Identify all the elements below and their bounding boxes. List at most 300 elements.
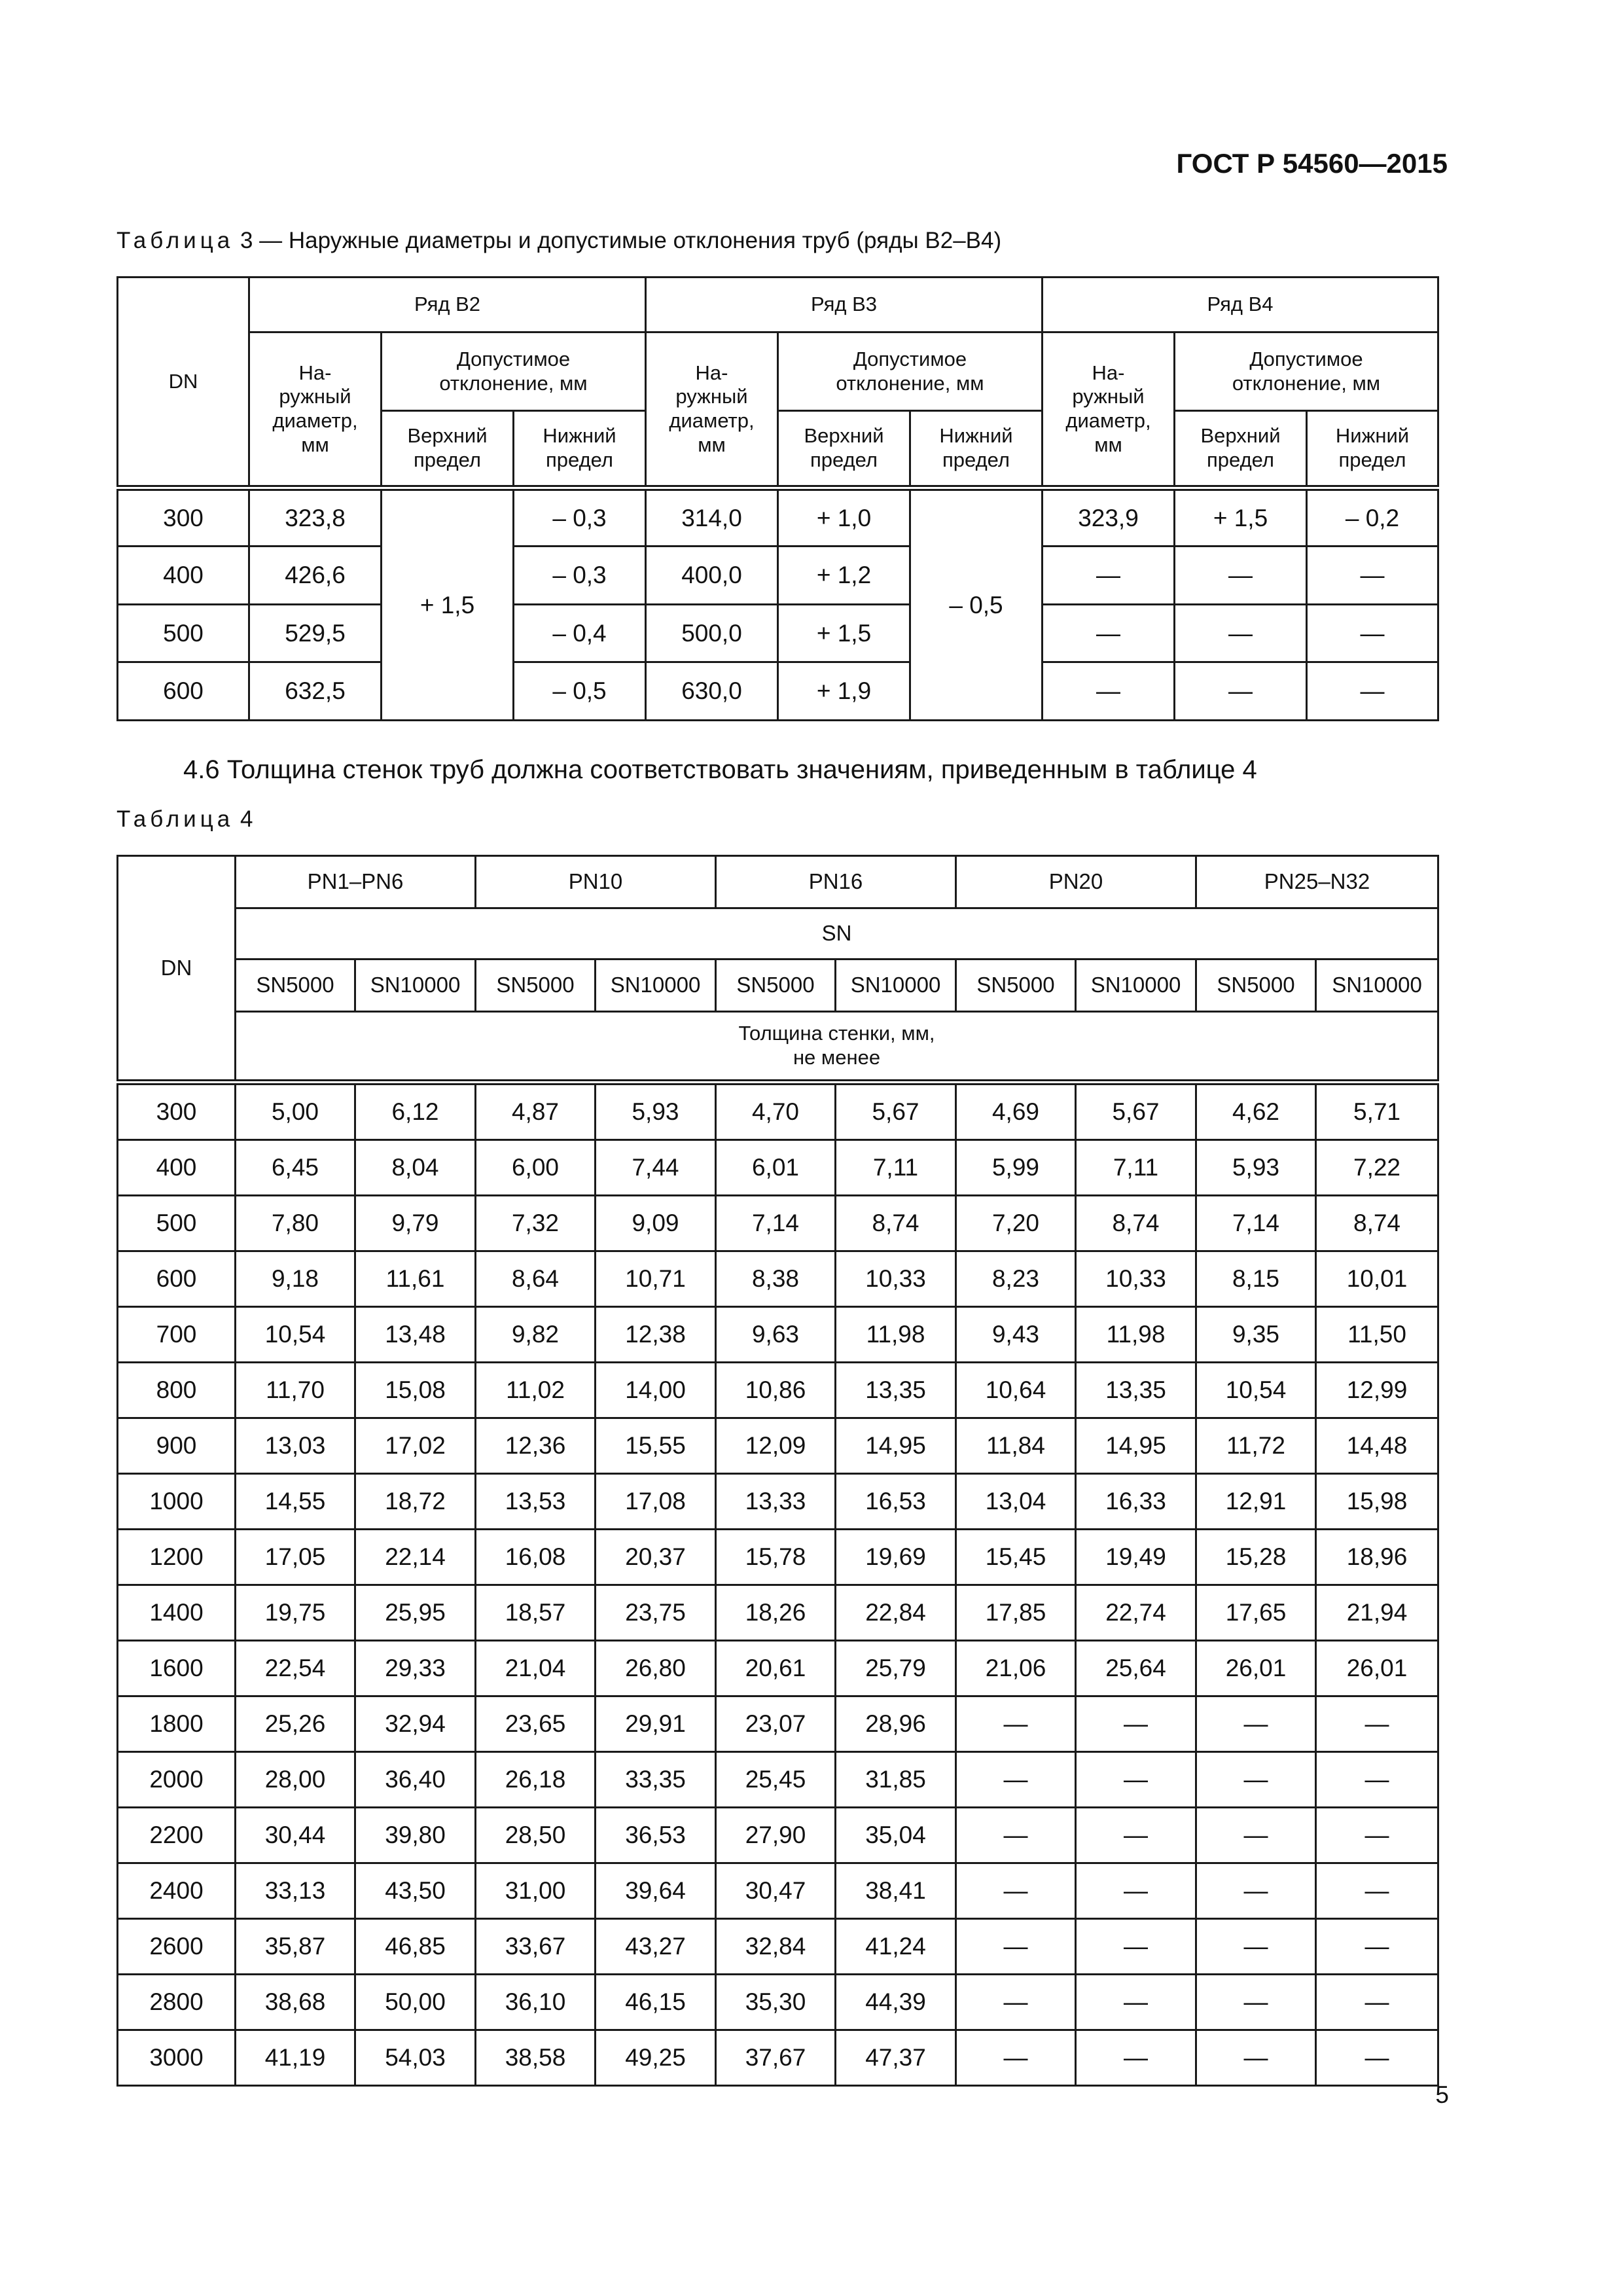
t3-cell-b2-upper: + 1,5 xyxy=(382,488,514,721)
t4-cell-pn1-6-sn5000: 14,55 xyxy=(236,1474,355,1530)
t4-cell-pn25-32-sn10000: — xyxy=(1316,1919,1438,1975)
t4-row xyxy=(118,1418,1438,1474)
t4-cell-pn1-6-sn10000: 18,72 xyxy=(355,1474,476,1530)
t4-cell-pn1-6-sn5000: 22,54 xyxy=(236,1641,355,1696)
t4-cell-pn20-sn5000: 21,06 xyxy=(956,1641,1076,1696)
t3-cell-b2-lower: – 0,3 xyxy=(514,488,646,547)
t4-row xyxy=(118,1975,1438,2030)
t4-cell-pn10-sn5000: 6,00 xyxy=(476,1140,596,1196)
t4-cell-pn25-32-sn10000: 7,22 xyxy=(1316,1140,1438,1196)
t4-cell-pn10-sn10000: 17,08 xyxy=(596,1474,716,1530)
t4-cell-pn1-6-sn10000: 25,95 xyxy=(355,1585,476,1641)
t4-sn10000-header: SN10000 xyxy=(1316,960,1438,1012)
t3-cell-b4-upper: — xyxy=(1175,662,1307,721)
t4-cell-pn10-sn10000: 10,71 xyxy=(596,1251,716,1307)
t3-b3-lower-header: Нижний предел xyxy=(910,411,1043,488)
t4-row xyxy=(118,1585,1438,1641)
t4-row xyxy=(118,1307,1438,1363)
t3-cell-dn: 500 xyxy=(118,604,249,662)
t3-cell-dn: 300 xyxy=(118,488,249,547)
t4-cell-pn20-sn5000: 8,23 xyxy=(956,1251,1076,1307)
t3-cell-b2-lower: – 0,3 xyxy=(514,546,646,604)
t4-cell-pn16-sn5000: 10,86 xyxy=(716,1363,836,1418)
t4-cell-pn1-6-sn5000: 38,68 xyxy=(236,1975,355,2030)
t4-cell-pn1-6-sn10000: 8,04 xyxy=(355,1140,476,1196)
t4-cell-dn: 1600 xyxy=(118,1641,236,1696)
t3-cell-b3-diameter: 500,0 xyxy=(646,604,778,662)
t4-cell-pn20-sn5000: — xyxy=(956,2030,1076,2086)
t4-cell-dn: 2400 xyxy=(118,1863,236,1919)
t4-cell-pn20-sn10000: — xyxy=(1076,1975,1196,2030)
t4-cell-pn10-sn10000: 39,64 xyxy=(596,1863,716,1919)
t4-cell-pn25-32-sn10000: 8,74 xyxy=(1316,1196,1438,1251)
t4-cell-dn: 600 xyxy=(118,1251,236,1307)
t4-row xyxy=(118,1140,1438,1196)
t3-b2-diameter-header: На- ружный диаметр, мм xyxy=(249,332,382,488)
t4-cell-dn: 400 xyxy=(118,1140,236,1196)
t3-cell-dn: 600 xyxy=(118,662,249,721)
t4-cell-pn16-sn5000: 20,61 xyxy=(716,1641,836,1696)
t3-cell-b3-diameter: 630,0 xyxy=(646,662,778,721)
t3-cell-b4-lower: — xyxy=(1307,662,1438,721)
t4-cell-pn16-sn5000: 35,30 xyxy=(716,1975,836,2030)
t4-cell-pn20-sn10000: 7,11 xyxy=(1076,1140,1196,1196)
t3-group-b3: Ряд В3 xyxy=(646,278,1043,332)
t4-cell-pn20-sn5000: — xyxy=(956,1752,1076,1808)
t4-sn10000-header: SN10000 xyxy=(1076,960,1196,1012)
t4-cell-pn10-sn5000: 4,87 xyxy=(476,1083,596,1140)
t4-cell-pn20-sn5000: 4,69 xyxy=(956,1083,1076,1140)
t3-cell-b3-diameter: 314,0 xyxy=(646,488,778,547)
t4-row xyxy=(118,1363,1438,1418)
t4-body xyxy=(118,1083,1438,2086)
t4-cell-pn1-6-sn5000: 17,05 xyxy=(236,1530,355,1585)
t4-cell-pn16-sn10000: 10,33 xyxy=(836,1251,956,1307)
t4-cell-pn20-sn10000: — xyxy=(1076,1863,1196,1919)
t4-cell-pn20-sn5000: 11,84 xyxy=(956,1418,1076,1474)
t3-cell-b2-diameter: 529,5 xyxy=(249,604,382,662)
t4-cell-pn20-sn5000: — xyxy=(956,1975,1076,2030)
t4-cell-pn25-32-sn10000: 11,50 xyxy=(1316,1307,1438,1363)
t4-cell-pn25-32-sn10000: — xyxy=(1316,1975,1438,2030)
t4-cell-pn16-sn10000: 38,41 xyxy=(836,1863,956,1919)
t3-cell-dn: 400 xyxy=(118,546,249,604)
t4-cell-pn10-sn10000: 36,53 xyxy=(596,1808,716,1863)
t4-cell-dn: 1200 xyxy=(118,1530,236,1585)
t3-cell-b2-diameter: 632,5 xyxy=(249,662,382,721)
t4-cell-pn20-sn5000: — xyxy=(956,1808,1076,1863)
t4-cell-pn16-sn10000: 22,84 xyxy=(836,1585,956,1641)
t4-cell-pn16-sn10000: 14,95 xyxy=(836,1418,956,1474)
t4-pn-header: PN10 xyxy=(476,856,716,908)
t3-cell-b2-diameter: 323,8 xyxy=(249,488,382,547)
t4-cell-pn25-32-sn10000: 14,48 xyxy=(1316,1418,1438,1474)
t3-cell-b3-upper: + 1,5 xyxy=(778,604,910,662)
t3-cell-b4-diameter: — xyxy=(1043,604,1175,662)
t4-cell-pn10-sn5000: 31,00 xyxy=(476,1863,596,1919)
t4-cell-pn20-sn10000: — xyxy=(1076,1919,1196,1975)
t4-cell-pn16-sn10000: 31,85 xyxy=(836,1752,956,1808)
t4-cell-pn16-sn10000: 41,24 xyxy=(836,1919,956,1975)
t4-cell-dn: 2000 xyxy=(118,1752,236,1808)
t4-cell-pn1-6-sn5000: 5,00 xyxy=(236,1083,355,1140)
t4-cell-pn16-sn10000: 11,98 xyxy=(836,1307,956,1363)
t4-cell-dn: 800 xyxy=(118,1363,236,1418)
t4-cell-pn1-6-sn10000: 17,02 xyxy=(355,1418,476,1474)
t4-cell-pn1-6-sn5000: 30,44 xyxy=(236,1808,355,1863)
t4-cell-pn10-sn10000: 46,15 xyxy=(596,1975,716,2030)
t4-cell-pn10-sn10000: 7,44 xyxy=(596,1140,716,1196)
t4-row xyxy=(118,1083,1438,1140)
t4-cell-pn16-sn5000: 8,38 xyxy=(716,1251,836,1307)
t4-cell-pn16-sn10000: 13,35 xyxy=(836,1363,956,1418)
t4-cell-pn1-6-sn5000: 7,80 xyxy=(236,1196,355,1251)
t4-cell-pn1-6-sn5000: 28,00 xyxy=(236,1752,355,1808)
t4-cell-pn20-sn5000: 7,20 xyxy=(956,1196,1076,1251)
t4-cell-pn25-32-sn5000: 4,62 xyxy=(1196,1083,1316,1140)
t4-cell-dn: 2200 xyxy=(118,1808,236,1863)
t3-cell-b2-lower: – 0,4 xyxy=(514,604,646,662)
t4-cell-dn: 300 xyxy=(118,1083,236,1140)
t4-cell-pn16-sn10000: 25,79 xyxy=(836,1641,956,1696)
t4-cell-pn25-32-sn5000: 8,15 xyxy=(1196,1251,1316,1307)
t3-cell-b2-lower: – 0,5 xyxy=(514,662,646,721)
table4-caption-label: Таблица xyxy=(116,806,234,832)
t4-cell-pn25-32-sn5000: 17,65 xyxy=(1196,1585,1316,1641)
t4-cell-dn: 500 xyxy=(118,1196,236,1251)
t4-cell-pn20-sn10000: 10,33 xyxy=(1076,1251,1196,1307)
t3-cell-b4-diameter: — xyxy=(1043,546,1175,604)
t4-cell-pn25-32-sn10000: 15,98 xyxy=(1316,1474,1438,1530)
t4-cell-dn: 1800 xyxy=(118,1696,236,1752)
t4-cell-pn1-6-sn5000: 6,45 xyxy=(236,1140,355,1196)
table-3 xyxy=(116,276,1439,721)
t4-cell-pn16-sn10000: 28,96 xyxy=(836,1696,956,1752)
t3-cell-b3-diameter: 400,0 xyxy=(646,546,778,604)
t3-cell-b4-lower: – 0,2 xyxy=(1307,488,1438,547)
t4-cell-pn16-sn5000: 32,84 xyxy=(716,1919,836,1975)
t4-cell-pn1-6-sn5000: 35,87 xyxy=(236,1919,355,1975)
t3-cell-b2-diameter: 426,6 xyxy=(249,546,382,604)
t4-cell-pn16-sn5000: 25,45 xyxy=(716,1752,836,1808)
t4-cell-pn10-sn10000: 20,37 xyxy=(596,1530,716,1585)
t4-sn5000-header: SN5000 xyxy=(236,960,355,1012)
t4-cell-pn10-sn10000: 43,27 xyxy=(596,1919,716,1975)
t4-cell-pn16-sn10000: 47,37 xyxy=(836,2030,956,2086)
section-paragraph: 4.6 Толщина стенок труб должна соответствовать значениям, приведенным в таблице 4 xyxy=(183,755,1257,784)
t3-dn-header: DN xyxy=(118,278,249,488)
t3-b2-tolerance-header: Допустимое отклонение, мм xyxy=(382,332,646,411)
t3-group-b2: Ряд В2 xyxy=(249,278,646,332)
t4-sn-header: SN xyxy=(236,908,1438,960)
t4-cell-pn25-32-sn10000: — xyxy=(1316,2030,1438,2086)
t4-cell-dn: 3000 xyxy=(118,2030,236,2086)
t4-row xyxy=(118,1919,1438,1975)
t4-cell-pn16-sn5000: 27,90 xyxy=(716,1808,836,1863)
t4-row xyxy=(118,2030,1438,2086)
t4-cell-pn20-sn10000: — xyxy=(1076,2030,1196,2086)
t4-cell-pn25-32-sn5000: 9,35 xyxy=(1196,1307,1316,1363)
t4-cell-pn10-sn5000: 9,82 xyxy=(476,1307,596,1363)
t4-cell-pn16-sn5000: 13,33 xyxy=(716,1474,836,1530)
t4-cell-pn20-sn10000: 5,67 xyxy=(1076,1083,1196,1140)
t4-cell-pn10-sn5000: 26,18 xyxy=(476,1752,596,1808)
t4-pn-header: PN25–N32 xyxy=(1196,856,1438,908)
t4-cell-pn10-sn5000: 38,58 xyxy=(476,2030,596,2086)
t4-cell-pn1-6-sn5000: 11,70 xyxy=(236,1363,355,1418)
t4-cell-pn16-sn10000: 5,67 xyxy=(836,1083,956,1140)
t4-cell-pn25-32-sn5000: 10,54 xyxy=(1196,1363,1316,1418)
t4-cell-pn25-32-sn5000: — xyxy=(1196,1696,1316,1752)
t4-sn5000-header: SN5000 xyxy=(956,960,1076,1012)
t4-cell-pn10-sn10000: 9,09 xyxy=(596,1196,716,1251)
t4-cell-pn25-32-sn5000: — xyxy=(1196,1808,1316,1863)
t4-cell-pn25-32-sn10000: — xyxy=(1316,1863,1438,1919)
t4-cell-pn1-6-sn10000: 50,00 xyxy=(355,1975,476,2030)
t4-cell-pn16-sn10000: 8,74 xyxy=(836,1196,956,1251)
t4-cell-pn10-sn10000: 29,91 xyxy=(596,1696,716,1752)
t4-cell-pn20-sn5000: 5,99 xyxy=(956,1140,1076,1196)
t3-cell-b3-upper: + 1,9 xyxy=(778,662,910,721)
t3-cell-b3-upper: + 1,2 xyxy=(778,546,910,604)
t3-cell-b4-diameter: 323,9 xyxy=(1043,488,1175,547)
t4-cell-pn25-32-sn5000: 7,14 xyxy=(1196,1196,1316,1251)
t4-cell-pn1-6-sn5000: 19,75 xyxy=(236,1585,355,1641)
t4-cell-pn25-32-sn5000: 15,28 xyxy=(1196,1530,1316,1585)
t4-pn-header: PN16 xyxy=(716,856,956,908)
t4-cell-pn1-6-sn10000: 15,08 xyxy=(355,1363,476,1418)
t4-row xyxy=(118,1641,1438,1696)
t4-cell-pn20-sn10000: 19,49 xyxy=(1076,1530,1196,1585)
t4-cell-pn1-6-sn10000: 39,80 xyxy=(355,1808,476,1863)
t4-cell-pn10-sn10000: 26,80 xyxy=(596,1641,716,1696)
t4-cell-pn20-sn5000: 9,43 xyxy=(956,1307,1076,1363)
t4-cell-pn10-sn5000: 28,50 xyxy=(476,1808,596,1863)
t4-sn10000-header: SN10000 xyxy=(355,960,476,1012)
t4-cell-pn25-32-sn10000: 26,01 xyxy=(1316,1641,1438,1696)
t4-thickness-header: Толщина стенки, мм, не менее xyxy=(236,1012,1438,1083)
t4-cell-pn10-sn5000: 21,04 xyxy=(476,1641,596,1696)
t3-b4-diameter-header: На- ружный диаметр, мм xyxy=(1043,332,1175,488)
t3-cell-b4-lower: — xyxy=(1307,546,1438,604)
t4-cell-pn10-sn5000: 36,10 xyxy=(476,1975,596,2030)
t4-cell-pn1-6-sn5000: 33,13 xyxy=(236,1863,355,1919)
standard-designation: ГОСТ Р 54560—2015 xyxy=(1176,148,1448,179)
t4-cell-pn1-6-sn5000: 13,03 xyxy=(236,1418,355,1474)
t4-cell-dn: 2800 xyxy=(118,1975,236,2030)
t4-cell-pn10-sn5000: 7,32 xyxy=(476,1196,596,1251)
t4-row xyxy=(118,1530,1438,1585)
t4-cell-pn10-sn5000: 18,57 xyxy=(476,1585,596,1641)
t3-cell-b3-upper: + 1,0 xyxy=(778,488,910,547)
t4-cell-pn1-6-sn5000: 9,18 xyxy=(236,1251,355,1307)
t3-group-b4: Ряд В4 xyxy=(1043,278,1438,332)
t3-row xyxy=(118,488,1438,547)
t4-cell-pn16-sn5000: 4,70 xyxy=(716,1083,836,1140)
t4-cell-pn1-6-sn10000: 29,33 xyxy=(355,1641,476,1696)
t3-cell-b4-upper: — xyxy=(1175,546,1307,604)
t4-cell-pn10-sn5000: 16,08 xyxy=(476,1530,596,1585)
t3-b3-upper-header: Верхний предел xyxy=(778,411,910,488)
t4-cell-pn16-sn5000: 18,26 xyxy=(716,1585,836,1641)
page-number: 5 xyxy=(1435,2081,1449,2108)
t4-row xyxy=(118,1196,1438,1251)
table-4 xyxy=(116,855,1439,2087)
t4-cell-dn: 1000 xyxy=(118,1474,236,1530)
t4-cell-pn16-sn10000: 44,39 xyxy=(836,1975,956,2030)
t4-cell-pn16-sn10000: 16,53 xyxy=(836,1474,956,1530)
t4-cell-pn20-sn10000: 8,74 xyxy=(1076,1196,1196,1251)
t3-b4-lower-header: Нижний предел xyxy=(1307,411,1438,488)
t4-cell-pn16-sn5000: 7,14 xyxy=(716,1196,836,1251)
t4-cell-pn20-sn10000: 25,64 xyxy=(1076,1641,1196,1696)
t4-cell-dn: 700 xyxy=(118,1307,236,1363)
t4-cell-pn25-32-sn5000: 11,72 xyxy=(1196,1418,1316,1474)
t3-cell-b4-diameter: — xyxy=(1043,662,1175,721)
table3-caption-label: Таблица xyxy=(116,228,234,253)
t4-cell-pn10-sn10000: 23,75 xyxy=(596,1585,716,1641)
t4-cell-pn20-sn10000: — xyxy=(1076,1752,1196,1808)
t4-cell-pn10-sn10000: 15,55 xyxy=(596,1418,716,1474)
t4-sn5000-header: SN5000 xyxy=(716,960,836,1012)
t4-cell-pn20-sn5000: 13,04 xyxy=(956,1474,1076,1530)
t4-row xyxy=(118,1696,1438,1752)
t4-cell-pn25-32-sn5000: 12,91 xyxy=(1196,1474,1316,1530)
t4-cell-pn20-sn10000: 14,95 xyxy=(1076,1418,1196,1474)
t3-b2-lower-header: Нижний предел xyxy=(514,411,646,488)
t4-cell-pn20-sn10000: — xyxy=(1076,1696,1196,1752)
t4-cell-pn20-sn10000: 22,74 xyxy=(1076,1585,1196,1641)
t4-cell-pn25-32-sn10000: — xyxy=(1316,1808,1438,1863)
table3-caption xyxy=(116,228,1001,254)
t4-cell-pn20-sn5000: — xyxy=(956,1919,1076,1975)
t4-sn10000-header: SN10000 xyxy=(836,960,956,1012)
t4-cell-pn25-32-sn10000: — xyxy=(1316,1752,1438,1808)
t4-cell-pn10-sn10000: 14,00 xyxy=(596,1363,716,1418)
t4-cell-pn16-sn5000: 15,78 xyxy=(716,1530,836,1585)
t4-cell-pn10-sn5000: 11,02 xyxy=(476,1363,596,1418)
t3-cell-b4-upper: + 1,5 xyxy=(1175,488,1307,547)
t4-cell-pn1-6-sn10000: 32,94 xyxy=(355,1696,476,1752)
t4-pn-header: PN1–PN6 xyxy=(236,856,476,908)
t4-cell-pn1-6-sn10000: 36,40 xyxy=(355,1752,476,1808)
t4-cell-pn10-sn5000: 23,65 xyxy=(476,1696,596,1752)
t3-cell-b4-upper: — xyxy=(1175,604,1307,662)
t4-cell-dn: 900 xyxy=(118,1418,236,1474)
t4-cell-pn20-sn10000: 13,35 xyxy=(1076,1363,1196,1418)
t3-b3-diameter-header: На- ружный диаметр, мм xyxy=(646,332,778,488)
t4-cell-pn20-sn10000: 16,33 xyxy=(1076,1474,1196,1530)
t4-cell-pn20-sn10000: 11,98 xyxy=(1076,1307,1196,1363)
t4-cell-pn25-32-sn5000: — xyxy=(1196,1863,1316,1919)
t4-row xyxy=(118,1474,1438,1530)
t4-cell-pn20-sn10000: — xyxy=(1076,1808,1196,1863)
t4-cell-pn16-sn5000: 12,09 xyxy=(716,1418,836,1474)
t4-cell-dn: 1400 xyxy=(118,1585,236,1641)
t4-cell-pn20-sn5000: 10,64 xyxy=(956,1363,1076,1418)
t4-cell-pn25-32-sn5000: — xyxy=(1196,1919,1316,1975)
t4-sn5000-header: SN5000 xyxy=(1196,960,1316,1012)
table4-caption-text: 4 xyxy=(240,806,253,832)
t4-cell-pn25-32-sn5000: — xyxy=(1196,1975,1316,2030)
t3-b2-upper-header: Верхний предел xyxy=(382,411,514,488)
t4-cell-pn25-32-sn10000: 10,01 xyxy=(1316,1251,1438,1307)
t4-cell-pn10-sn10000: 33,35 xyxy=(596,1752,716,1808)
t4-cell-pn1-6-sn10000: 9,79 xyxy=(355,1196,476,1251)
table4-caption xyxy=(116,806,253,833)
t3-b3-tolerance-header: Допустимое отклонение, мм xyxy=(778,332,1043,411)
t4-cell-pn1-6-sn10000: 43,50 xyxy=(355,1863,476,1919)
t4-cell-pn10-sn10000: 12,38 xyxy=(596,1307,716,1363)
t4-cell-pn25-32-sn10000: 21,94 xyxy=(1316,1585,1438,1641)
t4-pn-header: PN20 xyxy=(956,856,1196,908)
t3-cell-b3-lower: – 0,5 xyxy=(910,488,1043,721)
t4-cell-pn25-32-sn5000: — xyxy=(1196,1752,1316,1808)
t4-row xyxy=(118,1808,1438,1863)
t4-row xyxy=(118,1752,1438,1808)
t4-cell-pn10-sn10000: 5,93 xyxy=(596,1083,716,1140)
t4-cell-pn20-sn5000: 17,85 xyxy=(956,1585,1076,1641)
t4-cell-pn20-sn5000: — xyxy=(956,1696,1076,1752)
t4-cell-pn1-6-sn10000: 46,85 xyxy=(355,1919,476,1975)
t4-cell-pn20-sn5000: 15,45 xyxy=(956,1530,1076,1585)
t4-cell-pn16-sn5000: 37,67 xyxy=(716,2030,836,2086)
t4-cell-pn25-32-sn5000: — xyxy=(1196,2030,1316,2086)
t4-cell-pn16-sn5000: 30,47 xyxy=(716,1863,836,1919)
t4-sn10000-header: SN10000 xyxy=(596,960,716,1012)
t4-cell-pn10-sn5000: 8,64 xyxy=(476,1251,596,1307)
t4-cell-pn1-6-sn10000: 11,61 xyxy=(355,1251,476,1307)
t3-row xyxy=(118,546,1438,604)
t4-cell-pn1-6-sn5000: 41,19 xyxy=(236,2030,355,2086)
t4-dn-header: DN xyxy=(118,856,236,1083)
t4-row xyxy=(118,1863,1438,1919)
t3-b4-upper-header: Верхний предел xyxy=(1175,411,1307,488)
t4-cell-pn16-sn10000: 19,69 xyxy=(836,1530,956,1585)
t3-row xyxy=(118,604,1438,662)
table3-caption-text: 3 — Наружные диаметры и допустимые отклонения труб (ряды В2–В4) xyxy=(240,228,1002,253)
t4-cell-pn16-sn5000: 9,63 xyxy=(716,1307,836,1363)
t4-cell-pn1-6-sn5000: 10,54 xyxy=(236,1307,355,1363)
t4-cell-pn16-sn5000: 23,07 xyxy=(716,1696,836,1752)
t4-cell-pn1-6-sn10000: 54,03 xyxy=(355,2030,476,2086)
t4-sn5000-header: SN5000 xyxy=(476,960,596,1012)
t4-cell-pn10-sn5000: 33,67 xyxy=(476,1919,596,1975)
t4-cell-pn1-6-sn10000: 22,14 xyxy=(355,1530,476,1585)
t4-cell-pn1-6-sn5000: 25,26 xyxy=(236,1696,355,1752)
t4-cell-pn10-sn10000: 49,25 xyxy=(596,2030,716,2086)
t4-cell-pn16-sn5000: 6,01 xyxy=(716,1140,836,1196)
t3-cell-b4-lower: — xyxy=(1307,604,1438,662)
t4-cell-pn25-32-sn10000: — xyxy=(1316,1696,1438,1752)
t4-cell-pn16-sn10000: 7,11 xyxy=(836,1140,956,1196)
t4-cell-pn25-32-sn5000: 26,01 xyxy=(1196,1641,1316,1696)
t4-cell-dn: 2600 xyxy=(118,1919,236,1975)
t4-cell-pn16-sn10000: 35,04 xyxy=(836,1808,956,1863)
t4-cell-pn25-32-sn10000: 5,71 xyxy=(1316,1083,1438,1140)
t4-cell-pn1-6-sn10000: 13,48 xyxy=(355,1307,476,1363)
t4-cell-pn20-sn5000: — xyxy=(956,1863,1076,1919)
t4-cell-pn25-32-sn10000: 12,99 xyxy=(1316,1363,1438,1418)
t3-row xyxy=(118,662,1438,721)
t4-cell-pn10-sn5000: 13,53 xyxy=(476,1474,596,1530)
t4-row xyxy=(118,1251,1438,1307)
t3-b4-tolerance-header: Допустимое отклонение, мм xyxy=(1175,332,1438,411)
t4-cell-pn25-32-sn5000: 5,93 xyxy=(1196,1140,1316,1196)
t4-cell-pn25-32-sn10000: 18,96 xyxy=(1316,1530,1438,1585)
t4-cell-pn1-6-sn10000: 6,12 xyxy=(355,1083,476,1140)
t4-cell-pn10-sn5000: 12,36 xyxy=(476,1418,596,1474)
